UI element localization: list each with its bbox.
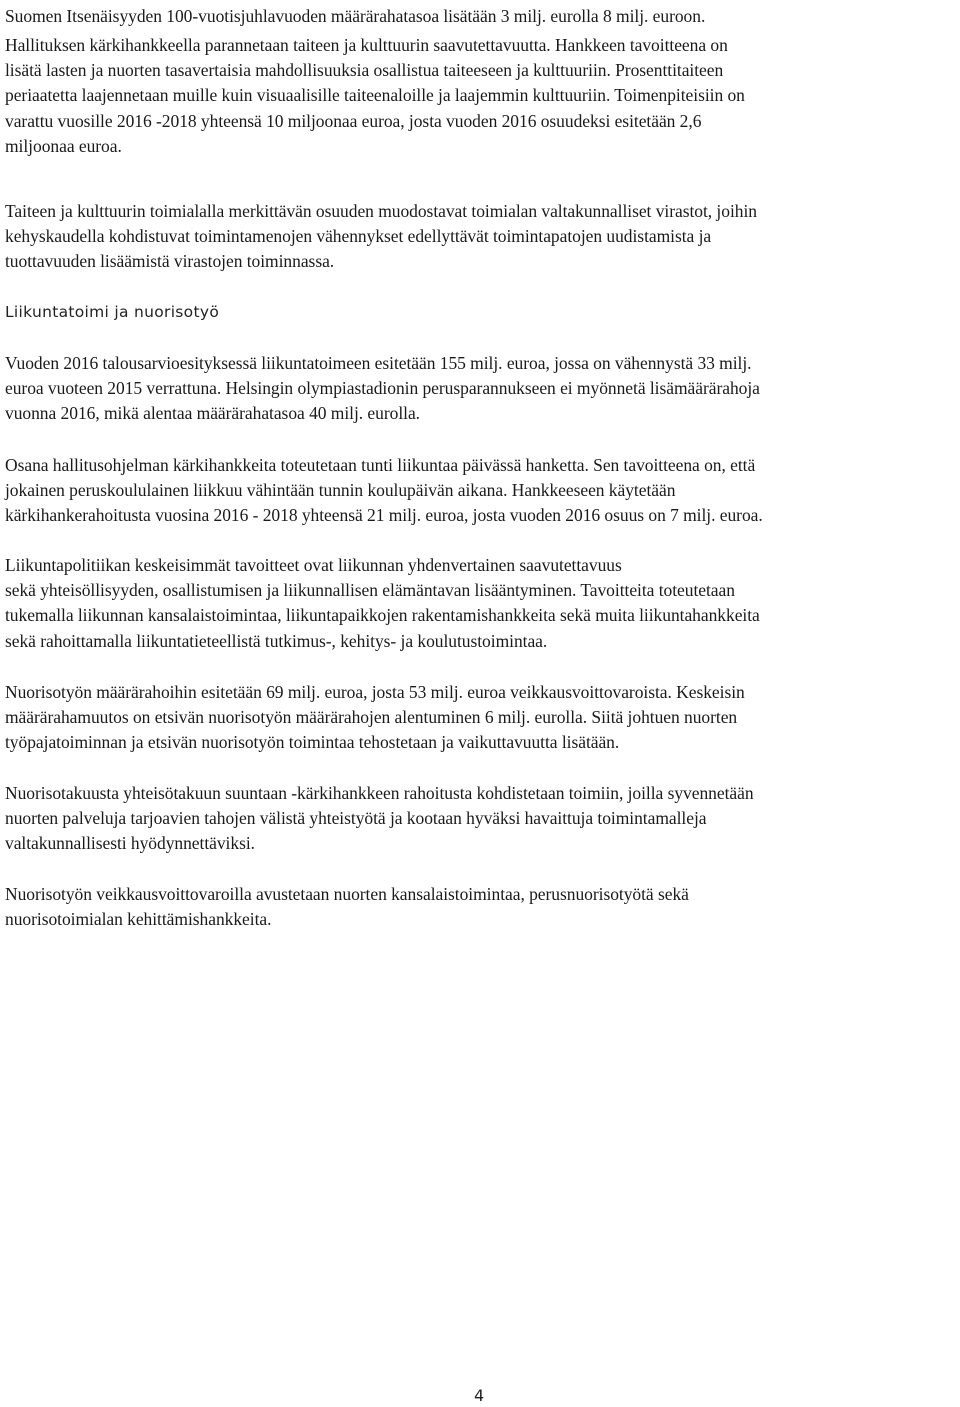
paragraph-sports-policy-goals: Liikuntapolitiikan keskeisimmät tavoitteet ovat liikunnan yhdenvertainen saavutettavuus sekä yhteisöllisyyden, osallistumisen ja liikunnallisen elämäntavan lisääntyminen. Tavoitteita toteutetaan tukemalla liikunnan kansalaistoimintaa, liikuntapaikkojen rakentamishankkeita sekä muita liikuntahankkeita sekä rahoittamalla liikuntatieteellistä tutkimus-, kehitys- ja koulutustoimintaa. xyxy=(5,555,760,651)
paragraph-centenary-funding: Suomen Itsenäisyyden 100-vuotisjuhlavuoden määrärahatasoa lisätään 3 milj. eurolla 8 milj. euroon. xyxy=(5,6,706,26)
paragraph-sports-budget: Vuoden 2016 talousarvioesityksessä liikuntatoimeen esitetään 155 milj. euroa, jossa on vähennystä 33 milj. euroa vuoteen 2015 verrattuna. Helsingin olympiastadionin perusparannukseen ei myönnetä lisämäärärahoja vuonna 2016, mikä alentaa määrärahatasoa 40 milj. eurolla. xyxy=(5,353,760,424)
paragraph-arts-culture-project: Hallituksen kärkihankkeella parannetaan taiteen ja kulttuurin saavutettavuutta. Hankkeen tavoitteena on lisätä lasten ja nuorten tasavertaisia mahdollisuuksia osallistua taiteeseen ja kulttuuriin. Prosenttitaiteen periaatetta laajennetaan muille kuin visuaalisille taiteenaloille ja laajemmin kulttuuriin. Toimenpiteisiin on varattu vuosille 2016 -2018 yhteensä 10 miljoonaa euroa, josta vuoden 2016 osuudeksi esitetään 2,6 miljoonaa euroa. xyxy=(5,35,745,156)
paragraph-culture-agencies: Taiteen ja kulttuurin toimialalla merkittävän osuuden muodostavat toimialan valtakunnalliset virastot, joihin kehyskaudella kohdistuvat toimintamenojen vähennykset edellyttävät toimintapatojen uudistamista ja tuottavuuden lisäämistä virastojen toiminnassa. xyxy=(5,201,757,272)
paragraph-youth-grants: Nuorisotyön veikkausvoittovaroilla avustetaan nuorten kansalaistoimintaa, perusnuorisotyötä sekä nuorisotoimialan kehittämishankkeita. xyxy=(5,884,689,930)
paragraph-hour-of-exercise: Osana hallitusohjelman kärkihankkeita toteutetaan tunti liikuntaa päivässä hanketta. Sen tavoitteena on, että jokainen peruskoululainen liikkuu vähintään tunnin koulupäivän aikana. Hankkeeseen käytetään kärkihankerahoitusta vuosina 2016 - 2018 yhteensä 21 milj. euroa, josta vuoden 2016 osuus on 7 milj. euroa. xyxy=(5,455,763,526)
page-number: 4 xyxy=(474,1386,485,1405)
paragraph-youth-guarantee: Nuorisotakuusta yhteisötakuun suuntaan -kärkihankkeen rahoitusta kohdistetaan toimiin, joilla syvennetään nuorten palveluja tarjoavien tahojen välistä yhteistyötä ja kootaan hyväksi havaittuja toimintamalleja valtakunnallisesti hyödynnettäviksi. xyxy=(5,783,754,854)
paragraph-youth-work-funding: Nuorisotyön määrärahoihin esitetään 69 milj. euroa, josta 53 milj. euroa veikkausvoittovaroista. Keskeisin määrärahamuutos on etsivän nuorisotyön määrärahojen alentuminen 6 milj. eurolla. Siitä johtuen nuorten työpajatoiminnan ja etsivän nuorisotyön toimintaa tehostetaan ja vaikuttavuutta lisätään. xyxy=(5,682,745,753)
section-heading-sports-youth: Liikuntatoimi ja nuorisotyö xyxy=(5,303,220,321)
